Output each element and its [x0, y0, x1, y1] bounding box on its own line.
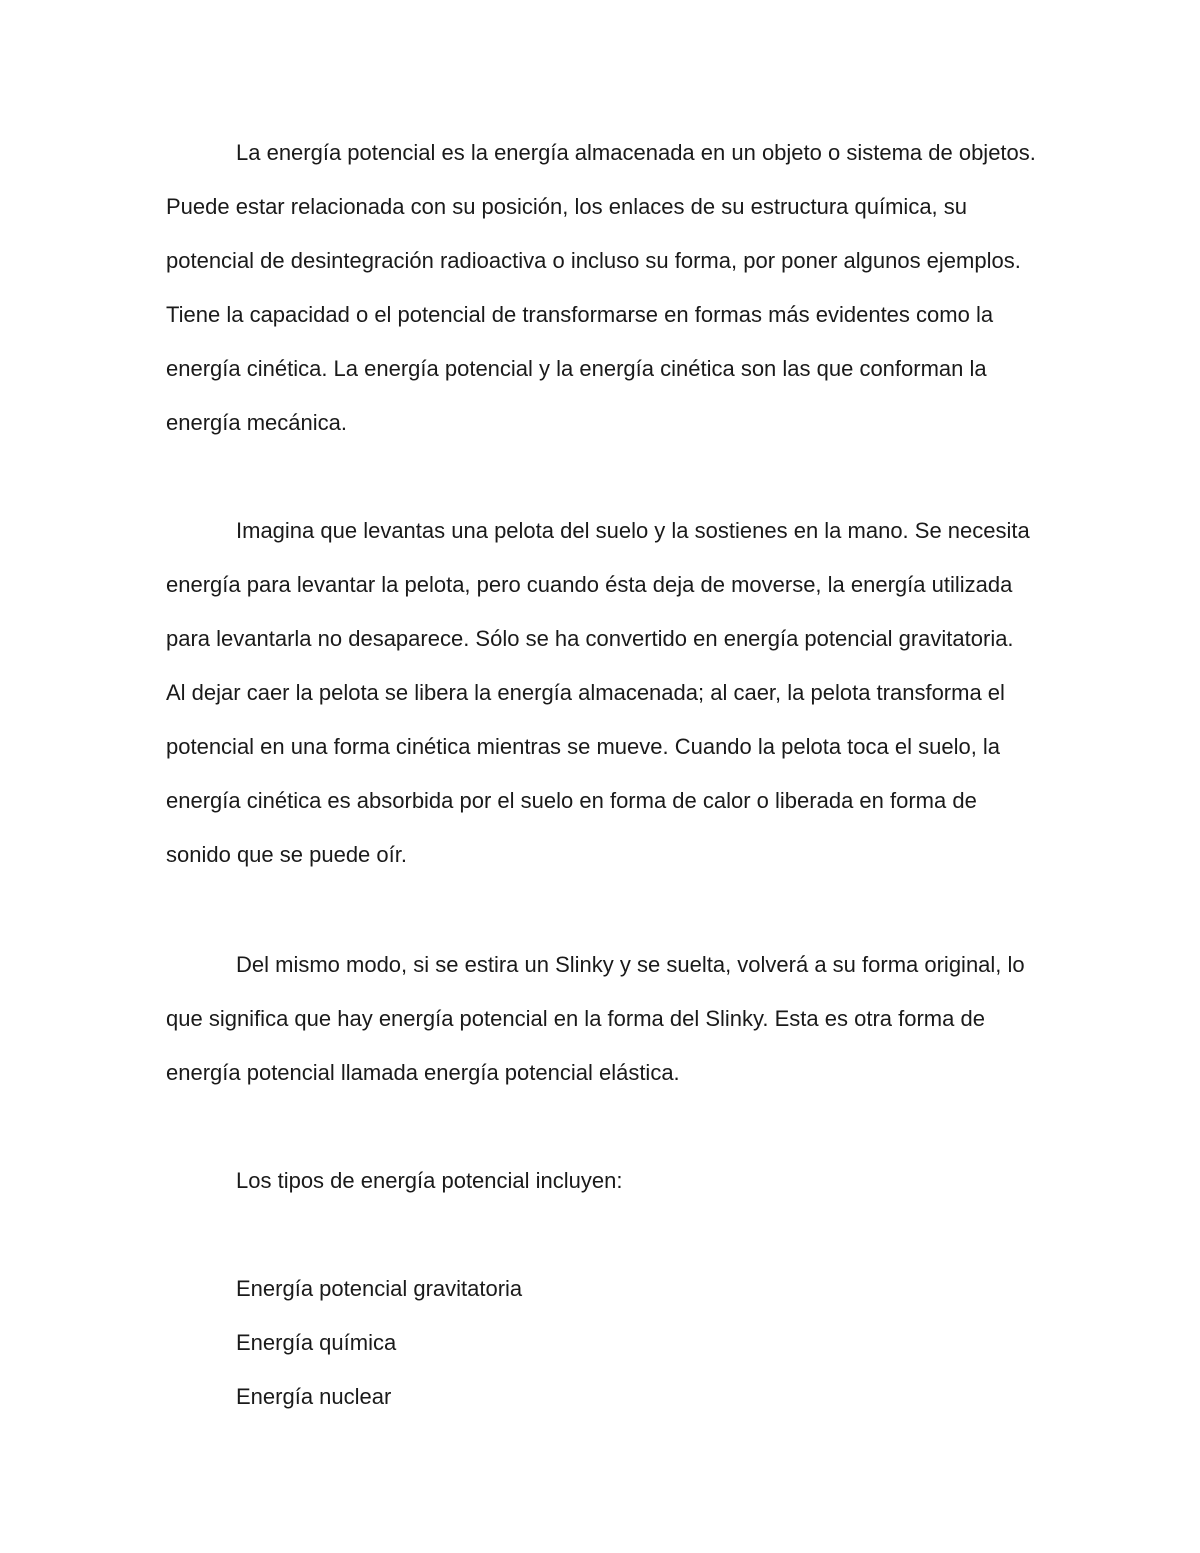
paragraph-slinky-example: Del mismo modo, si se estira un Slinky y se suelta, volverá a su forma original, lo que significa que hay energía potencial en la forma del Slinky. Esta es otra forma de energía potencial llamada energía potencial elástica. [166, 952, 1025, 1085]
paragraph-ball-example: Imagina que levantas una pelota del suelo y la sostienes en la mano. Se necesita energía para levantar la pelota, pero cuando ésta deja de moverse, la energía utilizada para levantarla no desaparece. Sólo se ha convertido en energía potencial gravitatoria. Al dejar caer la pelota se libera la energía almacenada; al caer, la pelota transforma el potencial en una forma cinética mientras se mueve. Cuando la pelota toca el suelo, la energía cinética es absorbida por el suelo en forma de calor o liberada en forma de sonido que se puede oír. [166, 518, 1030, 867]
list-item: Energía potencial gravitatoria [236, 1276, 523, 1301]
paragraph-types-intro: Los tipos de energía potencial incluyen: [236, 1168, 623, 1193]
list-item: Energía química [236, 1330, 397, 1355]
energy-types-list [236, 1262, 522, 1424]
list-item: Energía nuclear [236, 1384, 392, 1409]
paragraph-potential-energy-definition: La energía potencial es la energía almacenada en un objeto o sistema de objetos. Puede estar relacionada con su posición, los enlaces de su estructura química, su potencial de desintegración radioactiva o incluso su forma, por poner algunos ejemplos. Tiene la capacidad o el potencial de transformarse en formas más evidentes como la energía cinética. La energía potencial y la energía cinética son las que conforman la energía mecánica. [166, 140, 1036, 435]
